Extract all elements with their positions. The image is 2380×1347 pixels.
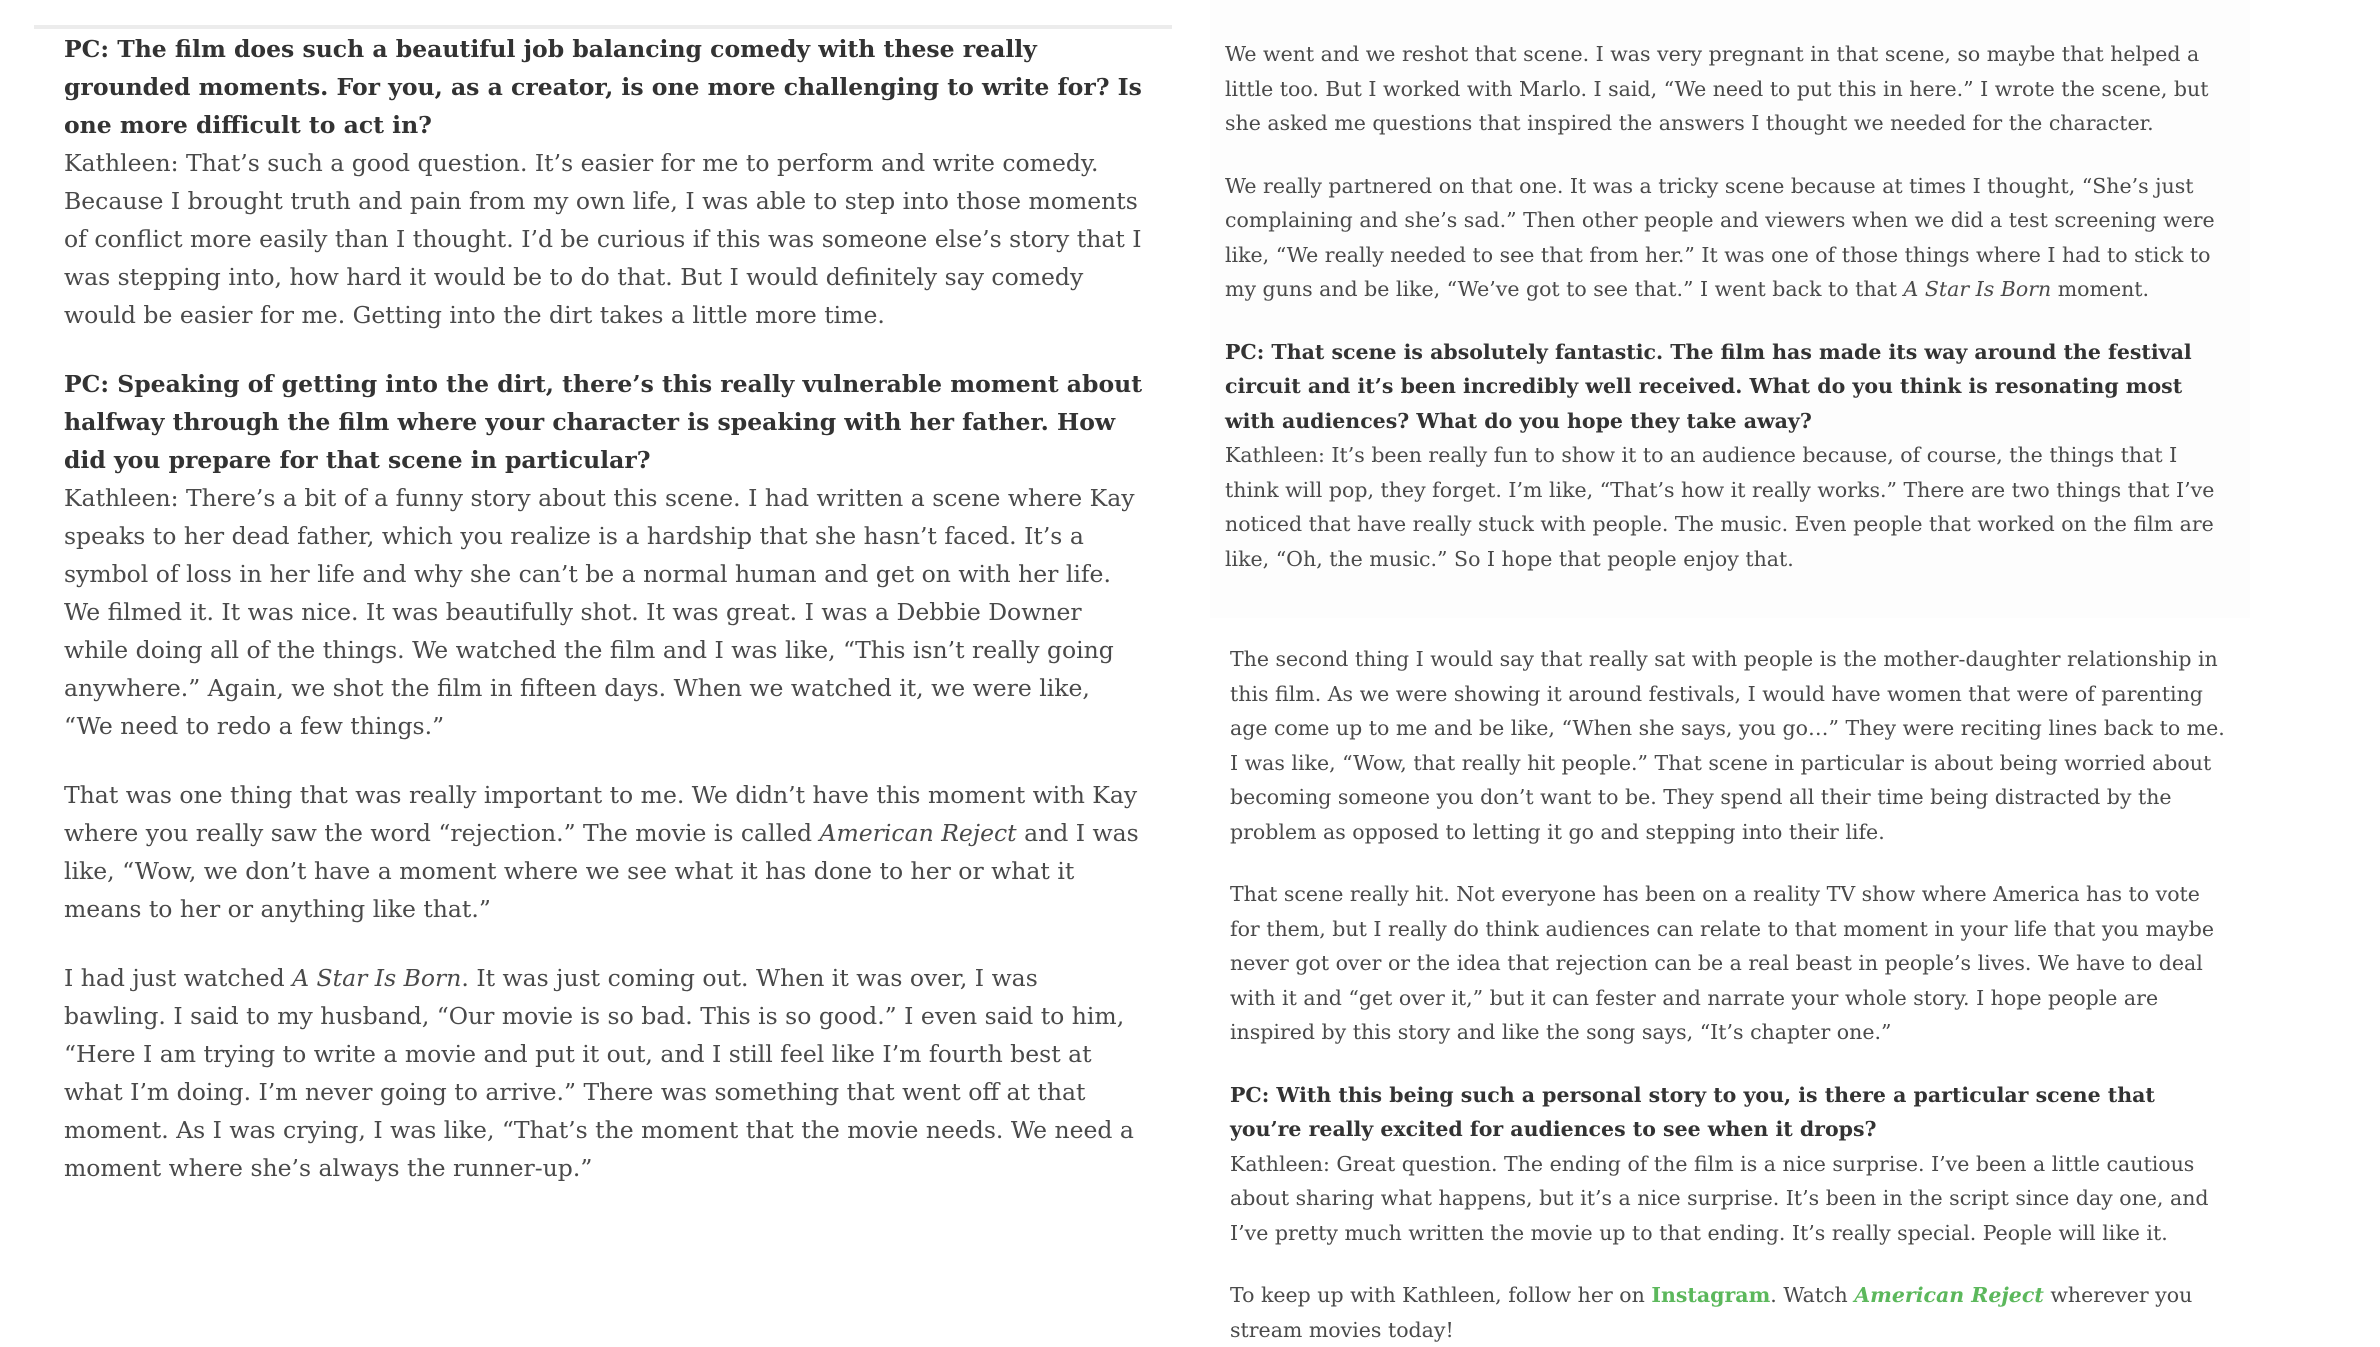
top-divider (34, 25, 1172, 29)
answer-2: Kathleen: There’s a bit of a funny story about this scene. I had written a scene where Kay speaks to her dead father, which you realize is a hardship that she hasn’t faced. It’s a symbol of loss in her life and why she can’t be a normal human and get on with her life. We filmed it. It was nice. It was beautifully shot. It was great. I was a Debbie Downer while doing all of the things. We watched the film and I was like, “This isn’t really going anywhere.” Again, we shot the film in fifteen days. When we watched it, we were like, “We need to redo a few things.” (64, 484, 1135, 740)
left-article-column (64, 30, 1144, 1187)
paragraph-reshot: We went and we reshot that scene. I was very pregnant in that scene, so maybe that helped a little too. But I worked with Marlo. I said, “We need to put this in here.” I wrote the scene, but she asked me questions that inspired the answers I thought we needed for the character. (1225, 42, 2209, 135)
text-span: moment. (2051, 277, 2150, 301)
answer-3: Kathleen: It’s been really fun to show it to an audience because, of course, the things that I think will pop, they forget. I’m like, “That’s how it really works.” There are two things that I’ve noticed that have really stuck with people. The music. Even people that worked on the film are like, “Oh, the music.” So I hope that people enjoy that. (1225, 443, 2215, 571)
film-title: A Star Is Born (1903, 277, 2052, 301)
question-1: PC: The film does such a beautiful job balancing comedy with these really grounded moments. For you, as a creator, is one more challenging to write for? Is one more difficult to act in? (64, 35, 1142, 139)
answer-1: Kathleen: That’s such a good question. It’s easier for me to perform and write comedy. Because I brought truth and pain from my own life, I was able to step into those moments of conflict more easily than I thought. I’d be curious if this was someone else’s story that I was stepping into, how hard it would be to do that. But I would definitely say comedy would be easier for me. Getting into the dirt takes a little more time. (64, 149, 1142, 329)
text-span: . It was just coming out. When it was over, I was bawling. I said to my husband, “Our movie is so bad. This is so good.” I even said to him, “Here I am trying to write a movie and put it out, and I still feel like I’m fourth best at what I’m doing. I’m never going to arrive.” There was something that went off at that moment. As I was crying, I was like, “That’s the moment that the movie needs. We need a moment where she’s always the runner-up.” (64, 964, 1134, 1182)
text-span: and I was like, “Wow, we don’t have a moment where we see what it has done to her or what it means to her or anything like that.” (64, 819, 1139, 923)
paragraph-mother-daughter: The second thing I would say that really sat with people is the mother-daughter relationship in this film. As we were showing it around festivals, I would have women that were of parenting age come up to me and be like, “When she says, you go…” They were reciting lines back to me. I was like, “Wow, that really hit people.” That scene in particular is about being worried about becoming someone you don’t want to be. They spend all their time being distracted by the problem as opposed to letting it go and stepping into their life. (1230, 647, 2225, 844)
instagram-link[interactable]: Instagram (1651, 1283, 1771, 1307)
question-3: PC: That scene is absolutely fantastic. The film has made its way around the festival circuit and it’s been incredibly well received. What do you think is resonating most with audiences? What do you hope they take away? (1225, 339, 2192, 433)
paragraph-rejection (64, 776, 1144, 928)
answer-4: Kathleen: Great question. The ending of the film is a nice surprise. I’ve been a little cautious about sharing what happens, but it’s a nice surprise. It’s been in the script since day one, and I’ve pretty much written the movie up to that ending. It’s really special. People will like it. (1230, 1151, 2209, 1245)
text-span: wherever you stream movies today! (1230, 1283, 2193, 1342)
closing-paragraph (1230, 1278, 2230, 1347)
question-4: PC: With this being such a personal story to you, is there a particular scene that you’re really excited for audiences to see when it drops? (1230, 1082, 2155, 1141)
text-span: That was one thing that was really important to me. We didn’t have this moment with Kay where you really saw the word “rejection.” The movie is called (64, 781, 1138, 847)
right-article-column-bottom (1230, 642, 2230, 1347)
text-span: To keep up with Kathleen, follow her on (1230, 1283, 1652, 1307)
paragraph-scene-hit: That scene really hit. Not everyone has been on a reality TV show where America has to vote for them, but I really do think audiences can relate to that moment in your life that you maybe never got over or the idea that rejection can be a real beast in people’s lives. We have to deal with it and “get over it,” but it can fester and narrate your whole story. I hope people are inspired by this story and like the song says, “It’s chapter one.” (1230, 882, 2215, 1044)
american-reject-link[interactable] (1854, 1283, 2044, 1307)
paragraph-partnered (1225, 169, 2225, 307)
film-title: American Reject (1854, 1283, 2044, 1307)
film-title: A Star Is Born (292, 964, 462, 992)
paragraph-star-is-born (64, 959, 1144, 1187)
right-article-column-top (1225, 37, 2225, 576)
film-title: American Reject (819, 819, 1017, 847)
text-span: . Watch (1770, 1283, 1855, 1307)
question-2: PC: Speaking of getting into the dirt, there’s this really vulnerable moment about halfway through the film where your character is speaking with her father. How did you prepare for that scene in particular? (64, 370, 1143, 474)
text-span: I had just watched (64, 964, 293, 992)
text-span: We really partnered on that one. It was a tricky scene because at times I thought, “She’s just complaining and she’s sad.” Then other people and viewers when we did a test screening were like, “We really needed to see that from her.” It was one of those things where I had to stick to my guns and be like, “We’ve got to see that.” I went back to that (1225, 173, 2215, 301)
